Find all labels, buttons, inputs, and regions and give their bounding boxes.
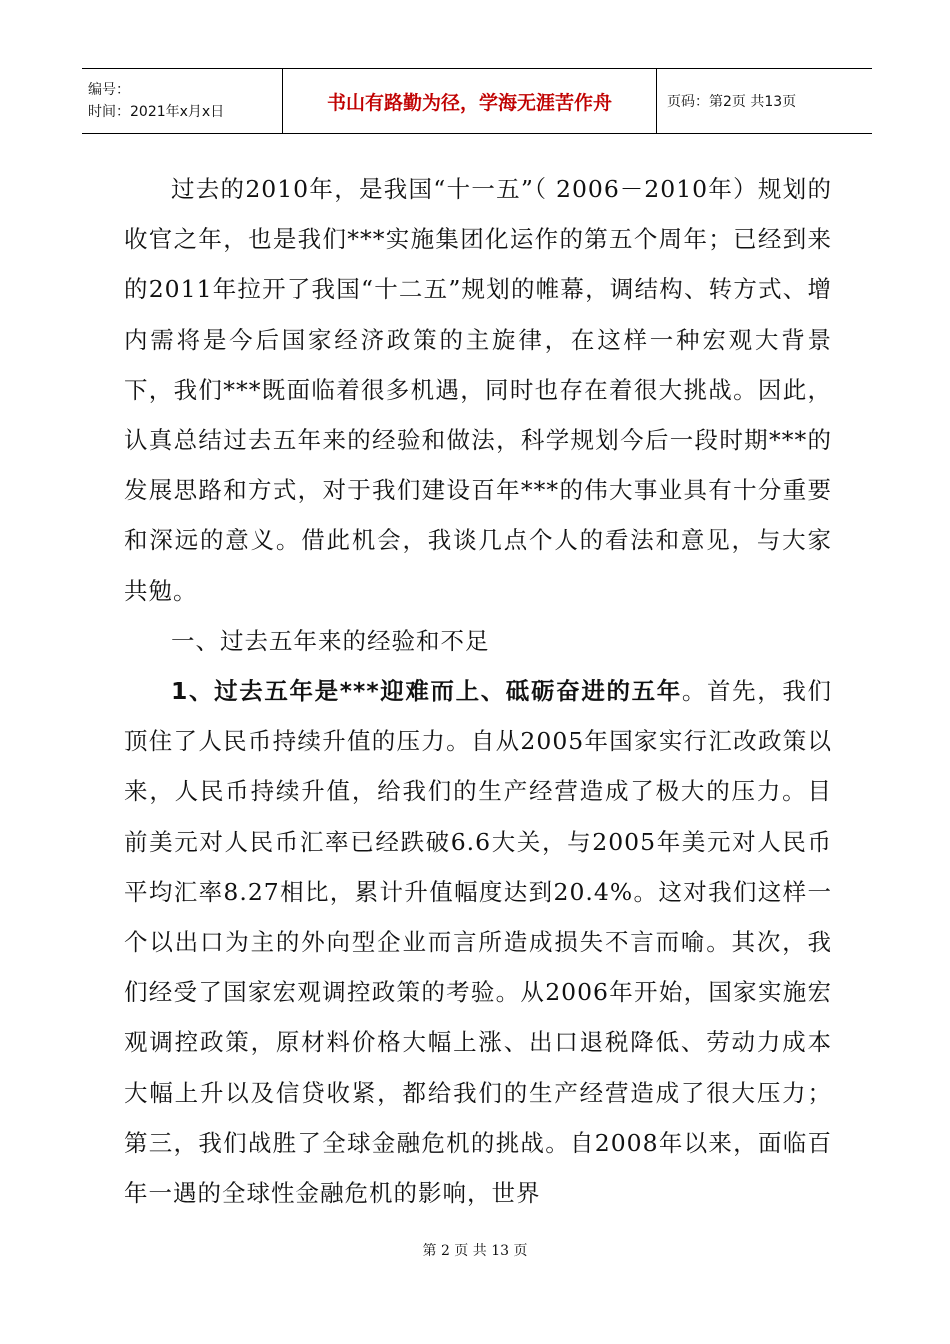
footer-page-number: 第 2 页 共 13 页 [422, 1243, 528, 1259]
header-motto-cell [282, 69, 657, 133]
page-footer [0, 1240, 950, 1260]
header-meta [82, 69, 282, 133]
header-page-cell [657, 69, 872, 133]
document-date: 时间：2021年x月x日 [88, 104, 225, 120]
page-header [82, 68, 872, 134]
paragraph-intro: 过去的2010年，是我国“十一五”（ 2006－2010年）规划的收官之年，也是我们***实施集团化运作的第五个周年；已经到来的2011年拉开了我国“十二五”规划的帷幕，调结构、转方式、增内需将是今后国家经济政策的主旋律，在这样一种宏观大背景下，我们***既面临着很多机遇，同时也存在着很大挑战。因此，认真总结过去五年来的经验和做法，科学规划今后一段时期***的发展思路和方式，对于我们建设百年***的伟大事业具有十分重要和深远的意义。借此机会，我谈几点个人的看法和意见，与大家共勉。 [124, 175, 832, 605]
paragraph-experience [124, 666, 832, 1218]
paragraph-lead-bold: 1、过去五年是***迎难而上、砥砺奋进的五年 [171, 677, 682, 706]
section-heading: 一、过去五年来的经验和不足 [171, 626, 490, 655]
paragraph-body-text: 。首先，我们顶住了人民币持续升值的压力。自从2005年国家实行汇改政策以来，人民币持续升值，给我们的生产经营造成了极大的压力。目前美元对人民币汇率已经跌破6.6大关，与2005年美元对人民币平均汇率8.27相比，累计升值幅度达到20.4%。这对我们这样一个以出口为主的外向型企业而言所造成损失不言而喻。其次，我们经受了国家宏观调控政策的考验。从2006年开始，国家实施宏观调控政策，原材料价格大幅上涨、出口退税降低、劳动力成本大幅上升以及信贷收紧，都给我们的生产经营造成了很大压力；第三，我们战胜了全球金融危机的挑战。自2008年以来，面临百年一遇的全球性金融危机的影响，世界 [124, 677, 832, 1208]
header-page-info: 页码：第2页 共13页 [667, 94, 797, 110]
document-code-label: 编号： [88, 82, 130, 98]
header-motto: 书山有路勤为径，学海无涯苦作舟 [326, 91, 612, 114]
document-body [124, 164, 832, 1218]
